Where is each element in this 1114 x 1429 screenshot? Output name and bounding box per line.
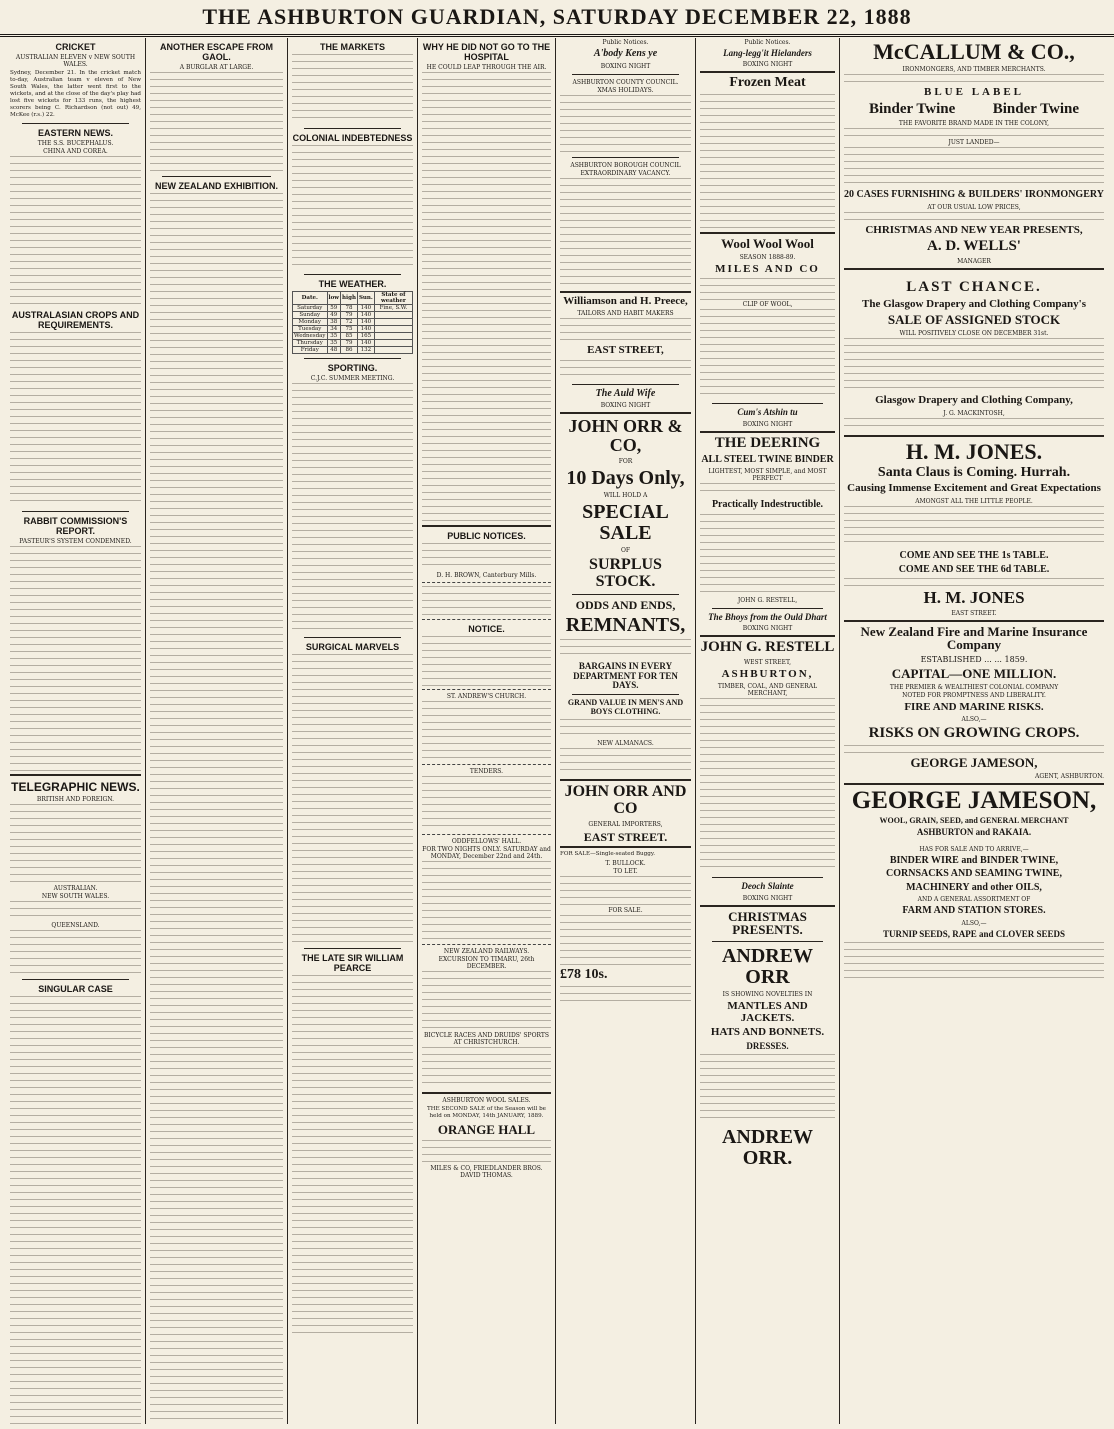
wool-season: SEASON 1888-89. [739, 253, 796, 261]
for-sale-buggy: FOR SALE—Single-seated Buggy. [560, 851, 656, 858]
eastern-news-heading: EASTERN NEWS. [37, 128, 113, 138]
tailors-sub: TAILORS AND HABIT MAKERS [577, 310, 674, 318]
weather-header-cell: Sun. [357, 292, 374, 305]
markets-heading: THE MARKETS [320, 42, 385, 52]
dresses: DRESSES. [746, 1040, 789, 1051]
gj-small: GEORGE JAMESON, [910, 755, 1038, 771]
mccallum: McCALLUM & CO., [873, 39, 1075, 64]
notice-heading: NOTICE. [468, 624, 505, 634]
surgical-heading: SURGICAL MARVELS [305, 642, 400, 652]
cum-sub: BOXING NIGHT [742, 420, 793, 428]
remnants-details [560, 639, 691, 659]
crops-details [844, 745, 1104, 753]
deering-twine: ALL STEEL TWINE BINDER [701, 453, 834, 465]
weather-cell: 140 [357, 326, 374, 333]
santa: Santa Claus is Coming. Hurrah. [877, 464, 1071, 480]
exhibition-heading: NEW ZEALAND EXHIBITION. [155, 181, 278, 191]
andrew-orr-2: ANDREW ORR. [721, 1126, 814, 1170]
oddfellows-sub: FOR TWO NIGHTS ONLY. SATURDAY and MONDAY, December 22nd and 24th. [422, 846, 551, 860]
county-council-body [560, 95, 691, 153]
australian-sub: AUSTRALIAN. [53, 885, 98, 892]
almanacs-body [560, 748, 691, 776]
public-notices-5: Public Notices. [602, 39, 649, 46]
weather-cell [374, 319, 412, 326]
rabbit-sub: PASTEUR'S SYSTEM CONDEMNED. [19, 538, 132, 545]
hotel-sub: BOXING NIGHT [600, 62, 651, 70]
noted: NOTED FOR PROMPTNESS AND LIBERALITY. [902, 691, 1046, 699]
jones-footer [844, 578, 1104, 586]
gaol-heading: ANOTHER ESCAPE FROM GAOL. [159, 42, 273, 62]
growing-crops: RISKS ON GROWING CROPS. [868, 725, 1080, 742]
bhoys-sub: BOXING NIGHT [742, 624, 793, 632]
weather-row [293, 333, 413, 340]
rabbit-heading: RABBIT COMMISSION'S REPORT. [23, 516, 128, 536]
indebtedness-body [292, 145, 413, 270]
weather-cell: 59 [327, 305, 341, 312]
railways-body [422, 971, 551, 1031]
tailors-footer [560, 360, 691, 380]
weather-table [292, 291, 413, 354]
weather-cell: Friday [293, 347, 328, 354]
telegraphic-sub: BRITISH AND FOREIGN. [36, 796, 115, 803]
weather-cell: Monday [293, 319, 328, 326]
cricket-body: Sydney, December 21. In the cricket match to-day, Australian team v eleven of New South Wales, the latter went first to the wickets, and at the close of the day's play had lost five wickets for 133 runs, the highest scorers being C. Richardson (not out) 49, McKee (r.s.) 22. [10, 70, 141, 118]
oddfellows-body [422, 861, 551, 941]
deering-title: THE DEERING [714, 434, 821, 451]
columns [6, 38, 1108, 1424]
last-chance: LAST CHANCE. [906, 279, 1042, 296]
col7-footer [844, 942, 1104, 982]
restell-name: JOHN G. RESTELL, [737, 596, 798, 604]
binder-wire: BINDER WIRE and BINDER TWINE, [889, 854, 1059, 866]
notice-body-1 [422, 543, 551, 571]
column-1 [6, 38, 146, 1424]
masthead [0, 0, 1114, 37]
turnip-seeds: TURNIP SEEDS, RAPE and CLOVER SEEDS [882, 928, 1066, 939]
exhibition-body [150, 193, 283, 1424]
restell-street: WEST STREET, [744, 658, 791, 666]
weather-cell: 79 [341, 340, 358, 347]
will-hold: WILL HOLD A [603, 491, 648, 499]
surgical-body [292, 654, 413, 944]
deering-lightest: LIGHTEST, MOST SIMPLE, and MOST PERFECT [708, 468, 827, 482]
grand-value-details [560, 719, 691, 739]
notice-body-2 [422, 586, 551, 616]
races-body [422, 1047, 551, 1089]
st-andrews-heading: ST. ANDREW'S CHURCH. [446, 693, 527, 700]
bhoys: The Bhoys from the Ould Dhart [708, 611, 827, 622]
weather-row [293, 319, 413, 326]
weather-row [293, 340, 413, 347]
hospital-sub: HE COULD LEAP THROUGH THE AIR. [426, 64, 547, 71]
furnishing: 20 CASES FURNISHING & BUILDERS' IRONMONGERY [844, 189, 1104, 201]
cum-atshin: Cum's Atshin tu [737, 407, 798, 418]
gj-agent: AGENT, ASHBURTON. [1035, 772, 1104, 780]
john-orr-2: JOHN ORR AND CO [564, 783, 687, 817]
hm-jones-2: H. M. JONES [923, 588, 1025, 607]
weather-row [293, 312, 413, 319]
wool-sales-heading: ASHBURTON WOOL SALES. [442, 1097, 531, 1104]
weather-cell: 86 [341, 347, 358, 354]
column-7 [840, 38, 1108, 1424]
special-sale: SPECIAL SALE [582, 500, 669, 544]
nsw-sub: NEW SOUTH WALES. [41, 893, 110, 900]
miles-and-co: MILES AND CO [715, 262, 820, 275]
wool-wool-wool: Wool Wool Wool [721, 236, 814, 252]
wells: A. D. WELLS' [927, 238, 1021, 255]
weather-cell [374, 347, 412, 354]
general-importers: GENERAL IMPORTERS, [588, 820, 663, 828]
wool-sales-body: THE SECOND SALE of the Season will be held on MONDAY, 14th JANUARY, 1889. [427, 1106, 546, 1119]
excitement: Causing Immense Excitement and Great Expectations [847, 482, 1101, 495]
andrew-orr: ANDREW ORR [721, 944, 814, 988]
weather-cell: Thursday [293, 340, 328, 347]
amongst: AMONGST ALL THE LITTLE PEOPLE. [915, 498, 1033, 505]
cricket-subheading: AUSTRALIAN ELEVEN v NEW SOUTH WALES. [15, 54, 136, 68]
bargains: BARGAINS IN EVERY DEPARTMENT FOR TEN DAYS. [573, 661, 678, 690]
low-prices: AT OUR USUAL LOW PRICES, [927, 203, 1021, 211]
weather-cell: 140 [357, 312, 374, 319]
weather-cell: Sunday [293, 312, 328, 319]
machinery: MACHINERY and other OILS, [906, 881, 1042, 893]
price: £78 10s. [560, 967, 608, 983]
farm-station: FARM AND STATION STORES. [902, 905, 1046, 917]
markets-body [292, 54, 413, 124]
also-2: ALSO,— [961, 919, 987, 927]
remnants: REMNANTS, [565, 614, 686, 637]
column-2 [146, 38, 288, 1424]
singular-case-heading: SINGULAR CASE [38, 984, 113, 994]
epns-details [844, 212, 1104, 222]
of-label: OF [620, 546, 631, 554]
weather-cell: 38 [327, 319, 341, 326]
public-notices-heading: PUBLIC NOTICES. [447, 531, 526, 541]
restell-sub: TIMBER, COAL, AND GENERAL MERCHANT, [717, 683, 818, 698]
telegraphic-body [10, 804, 141, 884]
weather-row [293, 347, 413, 354]
clip-body [700, 309, 835, 399]
general-assortment: AND A GENERAL ASSORTMENT OF [917, 896, 1031, 904]
weather-cell: 85 [341, 333, 358, 340]
queensland-body [10, 930, 141, 975]
crops-heading: AUSTRALASIAN CROPS AND REQUIREMENTS. [11, 310, 140, 330]
column-5 [556, 38, 696, 1424]
to-let: TO LET. [613, 868, 638, 876]
favorite-details [844, 128, 1104, 138]
binder-twine: Binder Twine Binder Twine [868, 100, 1080, 117]
railways-sub: EXCURSION TO TIMARU, 26th DECEMBER. [438, 956, 535, 970]
andrew-orr-body [700, 1054, 835, 1124]
come-1s: COME AND SEE THE 1s TABLE. [899, 550, 1049, 561]
column-6 [696, 38, 840, 1424]
weather-cell: 140 [357, 340, 374, 347]
surplus-stock: SURPLUS STOCK. [589, 555, 662, 590]
to-let-body [560, 876, 691, 906]
just-landed: JUST LANDED— [948, 139, 1000, 147]
orr-for: FOR [618, 457, 633, 465]
weather-cell: 34 [327, 326, 341, 333]
deoch: Deoch Slainte [741, 881, 794, 892]
oddfellows-heading: ODDFELLOWS' HALL. [451, 838, 522, 845]
column-3 [288, 38, 418, 1424]
weather-cell: 49 [327, 312, 341, 319]
eastern-news-sub: THE S.S. BUCEPHALUS. [37, 140, 114, 147]
glasgow-2: Glasgow Drapery and Clothing Company, [875, 394, 1073, 407]
weather-row [293, 305, 413, 312]
jones-east-street: EAST STREET. [951, 609, 997, 617]
queensland-sub: QUEENSLAND. [51, 922, 100, 929]
odds-ends: ODDS AND ENDS, [575, 598, 676, 613]
frozen-meat: Frozen Meat [729, 75, 806, 91]
mantles: MANTLES AND JACKETS. [727, 999, 808, 1024]
column-4 [418, 38, 556, 1424]
weather-cell: 79 [341, 312, 358, 319]
weather-cell: Fine, S.W. [374, 305, 412, 312]
sporting-sub: C.J.C. SUMMER MEETING. [310, 375, 395, 382]
weather-cell: 35 [327, 333, 341, 340]
mccallum-sub: IRONMONGERS, AND TIMBER MERCHANTS. [902, 66, 1046, 74]
landed-list [844, 147, 1104, 187]
orange-hall: ORANGE HALL [437, 1122, 536, 1137]
indebtedness-heading: COLONIAL INDEBTEDNESS [292, 133, 413, 143]
pearce-heading: THE LATE SIR WILLIAM PEARCE [301, 953, 404, 973]
weather-cell: 140 [357, 305, 374, 312]
tailors-details [560, 318, 691, 342]
come-6d: COME AND SEE THE 6d TABLE. [898, 563, 1050, 575]
weather-cell [374, 340, 412, 347]
gaol-body [150, 72, 283, 172]
jones-body [844, 506, 1104, 548]
for-sale-body [560, 915, 691, 965]
gj-big: GEORGE JAMESON, [851, 786, 1097, 814]
restell-title: JOHN G. RESTELL [700, 638, 835, 655]
crops-body [10, 332, 141, 507]
hielanders: Lang-legg'it Hielanders [723, 48, 812, 58]
nsw-body [10, 901, 141, 921]
gj-merchant: WOOL, GRAIN, SEED, and GENERAL MERCHANT [879, 815, 1069, 825]
weather-cell [374, 312, 412, 319]
weather-cell: 72 [341, 319, 358, 326]
weather-heading: THE WEATHER. [318, 279, 387, 289]
weather-cell: 35 [327, 340, 341, 347]
showing: IS SHOWING NOVELTIES IN [722, 990, 813, 998]
tailors-address: EAST STREET, [587, 344, 664, 357]
county-council: ASHBURTON COUNTY COUNCIL. [572, 78, 679, 86]
weather-cell [374, 333, 412, 340]
mackintosh-details [844, 418, 1104, 432]
eastern-news-body [10, 156, 141, 306]
mackintosh: J. G. MACKINTOSH, [943, 409, 1005, 417]
weather-header-cell: Date. [293, 292, 328, 305]
cornsacks: CORNSACKS AND SEAMING TWINE, [886, 868, 1062, 880]
notice-body-3 [422, 636, 551, 686]
sporting-body [292, 383, 413, 633]
for-sale-2: FOR SALE. [608, 907, 643, 915]
almanacs: NEW ALMANACS. [597, 740, 654, 748]
weather-header-cell: high [341, 292, 358, 305]
weather-cell: 132 [357, 347, 374, 354]
wool-sales-details [422, 1140, 551, 1164]
close-date: WILL POSITIVELY CLOSE ON DECEMBER 31st. [899, 330, 1049, 338]
auld-wife: The Auld Wife [595, 387, 656, 399]
weather-cell: 165 [357, 333, 374, 340]
weather-cell: 48 [327, 347, 341, 354]
glasgow-body [844, 338, 1104, 392]
deoch-sub: BOXING NIGHT [742, 894, 793, 902]
weather-cell: 75 [341, 326, 358, 333]
premier: THE PREMIER & WEALTHIEST COLONIAL COMPANY [889, 683, 1059, 691]
xmas-holidays: XMAS HOLIDAYS. [597, 86, 654, 94]
gaol-sub: A BURGLAR AT LARGE. [179, 64, 254, 71]
singular-case-body [10, 996, 141, 1424]
auld-wife-sub: BOXING NIGHT [600, 402, 651, 410]
bullock-1: T. BULLOCK. [605, 860, 646, 868]
wool-sales-signature: MILES & CO, FRIEDLANDER BROS. DAVID THOMAS. [430, 1164, 543, 1179]
blue-label: BLUE LABEL [924, 86, 1024, 99]
price-details [560, 986, 691, 1002]
hospital-heading: WHY HE DID NOT GO TO THE HOSPITAL [422, 42, 551, 62]
weather-header-cell: low [327, 292, 341, 305]
hm-jones: H. M. JONES. [905, 438, 1043, 464]
xmas-presents: CHRISTMAS PRESENTS. [728, 908, 807, 938]
tenders-heading: TENDERS. [469, 768, 504, 775]
hospital-body [422, 72, 551, 522]
deering-body [700, 514, 835, 596]
grand-value: GRAND VALUE IN MEN'S AND BOYS CLOTHING. [567, 698, 684, 716]
rabbit-body [10, 546, 141, 771]
fire-marine: FIRE AND MARINE RISKS. [904, 700, 1044, 713]
wells-manager: MANAGER [957, 258, 991, 266]
east-street: EAST STREET. [583, 829, 668, 844]
favorite-brand: THE FAVORITE BRAND MADE IN THE COLONY, [898, 120, 1050, 128]
weather-header-cell: State of weather [374, 292, 412, 305]
vacancy: EXTRAORDINARY VACANCY. [580, 169, 671, 177]
borough-council: ASHBURTON BOROUGH COUNCIL [570, 161, 681, 169]
established: ESTABLISHED ... ... 1859. [920, 655, 1028, 665]
pearce-body [292, 975, 413, 1335]
has-for-sale: HAS FOR SALE AND TO ARRIVE,— [919, 845, 1029, 853]
weather-cell [374, 326, 412, 333]
railways-heading: NEW ZEALAND RAILWAYS. [443, 948, 530, 955]
hielanders-sub: BOXING NIGHT [742, 61, 793, 69]
mccallum-intro [844, 74, 1104, 84]
restell-body [700, 698, 835, 873]
hats: HATS AND BONNETS. [710, 1026, 825, 1039]
xmas-ny: CHRISTMAS AND NEW YEAR PRESENTS, [865, 223, 1083, 236]
tenders-body [422, 776, 551, 831]
also-1: ALSO,— [961, 716, 987, 724]
clip-of-wool: CLIP OF WOOL, [742, 301, 793, 309]
masthead-title: THE ASHBURTON GUARDIAN, SATURDAY DECEMBER 22, 1888 [202, 4, 912, 29]
john-orr-ad: JOHN ORR & CO, [568, 416, 683, 455]
tailors-ad: Williamson and H. Preece, [563, 294, 688, 307]
glasgow: The Glasgow Drapery and Clothing Company's [861, 297, 1086, 310]
china-corea-sub: CHINA AND COREA. [43, 148, 108, 155]
miles-details [700, 278, 835, 300]
ashburton-rakaia: ASHBURTON and RAKAIA. [916, 827, 1032, 838]
capital: CAPITAL—ONE MILLION. [891, 666, 1057, 682]
telegraphic-heading: TELEGRAPHIC NEWS. [11, 780, 140, 794]
sporting-heading: SPORTING. [327, 363, 378, 373]
assigned-stock: SALE OF ASSIGNED STOCK [887, 312, 1061, 328]
deering-details [700, 483, 835, 497]
weather-cell: Tuesday [293, 326, 328, 333]
races-heading: BICYCLE RACES AND DRUIDS' SPORTS AT CHRISTCHURCH. [423, 1032, 550, 1046]
weather-cell: Saturday [293, 305, 328, 312]
weather-cell: Wednesday [294, 333, 326, 339]
weather-row [293, 326, 413, 333]
cricket-heading: CRICKET [55, 42, 96, 52]
nz-fire: New Zealand Fire and Marine Insurance Company [860, 623, 1088, 653]
weather-cell: 140 [357, 319, 374, 326]
st-andrews-body [422, 701, 551, 761]
restell-town: ASHBURTON, [721, 667, 814, 680]
public-notices-6: Public Notices. [744, 39, 791, 46]
ten-days: 10 Days Only, [566, 466, 685, 489]
borough-body [560, 178, 691, 288]
hotel-ad: A'body Kens ye [593, 48, 658, 59]
weather-cell: 78 [341, 305, 358, 312]
indestructible: Practically Indestructible. [711, 499, 824, 510]
notice-signature: D. H. BROWN, Canterbury Mills. [436, 572, 537, 579]
frozen-meat-body [700, 94, 835, 229]
